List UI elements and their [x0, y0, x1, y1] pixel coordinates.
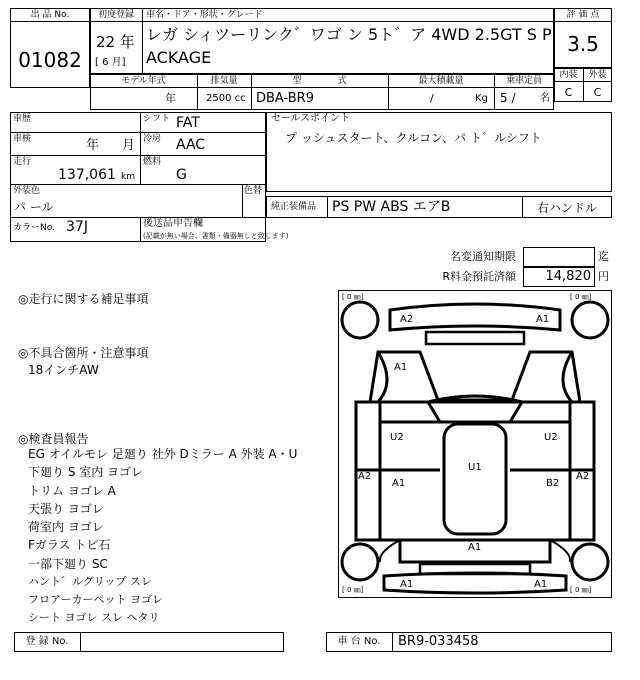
- color-label: 外装色: [13, 186, 41, 196]
- inspector-line-6: Fガラス トビ石: [28, 538, 111, 552]
- mileage-unit: km: [121, 172, 135, 182]
- inspector-line-8: ハント゛ルグリップ スレ: [28, 575, 152, 588]
- tire-rear-right-icon: [572, 544, 608, 580]
- interior-grade: C: [564, 86, 573, 99]
- transfer-deadline-unit: 迄: [598, 250, 609, 263]
- inspection-label: 車検: [13, 134, 32, 144]
- inspector-line-4: 天張り ヨゴレ: [28, 502, 104, 516]
- mark-trunk: A1: [468, 542, 482, 553]
- color-no-label: カラーNo.: [13, 223, 55, 233]
- docs-note: (記載が無い場合、書類・備器無しと致します): [143, 232, 289, 240]
- chassis-no-label: 車 台 No.: [337, 636, 381, 647]
- tire-front-right-icon: [572, 302, 608, 338]
- model-year-label: モデル年式: [121, 76, 166, 86]
- lot-number-label: 出 品 No.: [30, 10, 70, 20]
- driving-remarks-title: ◎走行に関する補足事項: [18, 292, 149, 306]
- car-damage-diagram: [338, 290, 612, 598]
- docs-label: 後送品申告欄: [143, 218, 203, 229]
- exterior-grade: C: [593, 86, 602, 99]
- inspector-report-title: ◎検査員報告: [18, 432, 89, 446]
- mark-quarter-right: B2: [546, 478, 560, 489]
- shift-value: FAT: [176, 115, 200, 131]
- transfer-deadline-label: 名変通知期限: [450, 250, 516, 263]
- mark-front-bumper-left: A2: [400, 314, 414, 325]
- lot-number: 01082: [18, 48, 82, 72]
- mark-quarter-left: A1: [392, 478, 406, 489]
- inspector-line-3: トリム ヨゴレ A: [28, 484, 116, 498]
- fuel-label: 燃料: [143, 157, 162, 167]
- front-bumper-outline: [390, 304, 560, 330]
- mileage-value: 137,061: [58, 167, 116, 183]
- mark-fender-right: A2: [576, 471, 590, 482]
- mark-front-bumper-right: A1: [536, 314, 550, 325]
- repaint-label: 色替: [244, 186, 263, 196]
- max-load-label: 最大積載量: [418, 76, 464, 86]
- inspection-year: 年: [86, 138, 100, 153]
- grade-label: 評 価 点: [566, 10, 600, 20]
- tire-front-right-label: [ 0 ㎜]: [570, 293, 592, 301]
- tire-rear-left-label: [ 0 ㎜]: [342, 586, 364, 594]
- defect-remarks-title: ◎不具合箇所・注意事項: [18, 346, 149, 360]
- car-name-line1: レガ シィツーリンク゛ワゴ ン 5ト゛ア 4WD 2.5GT S P: [146, 25, 552, 44]
- mark-hood: A1: [394, 362, 408, 373]
- type-value: DBA-BR9: [256, 91, 314, 106]
- registration-no-label: 登 録 No.: [25, 636, 69, 647]
- defect-line-1: 18インチAW: [28, 363, 99, 377]
- capacity-label: 乗車定員: [505, 76, 542, 86]
- mark-rear-bumper-left: A1: [400, 579, 414, 590]
- max-load-unit: Kg: [475, 93, 488, 104]
- steering-value: 右ハンドル: [536, 201, 597, 215]
- tire-front-left-icon: [342, 302, 378, 338]
- mileage-label: 走行: [13, 157, 32, 167]
- first-registration-label: 初度登録: [97, 10, 134, 20]
- sales-point-value: プ ッシュスタート、クルコン、パ ト゛ルシフト: [285, 131, 542, 145]
- inspector-line-10: シート ヨゴレ スレ ヘタリ: [28, 611, 160, 624]
- grade-value: 3.5: [567, 32, 599, 56]
- aircon-label: 冷房: [143, 134, 162, 144]
- sales-point-box: [266, 112, 612, 192]
- equipment-label: 純正装備品: [271, 202, 317, 212]
- inspection-month: 月: [122, 138, 136, 153]
- capacity-unit: 名: [540, 93, 550, 104]
- color-no-value: 37J: [66, 219, 88, 235]
- first-registration-month: [ 6 月]: [95, 57, 126, 68]
- sales-point-label: セールスポイント: [271, 113, 351, 124]
- aircon-value: AAC: [176, 137, 206, 153]
- capacity-value: 5 /: [500, 91, 516, 105]
- tire-rear-right-label: [ 0 ㎜]: [570, 586, 592, 594]
- displacement-value: 2500 cc: [206, 93, 246, 104]
- transfer-deadline-box: [523, 247, 595, 267]
- shift-label: シフト: [143, 114, 171, 124]
- max-load-value: /: [430, 92, 434, 105]
- color-value: パ ール: [14, 200, 54, 214]
- car-name-line2: ACKAGE: [146, 48, 212, 67]
- car-name-label: 車名・ドア・形状・グレード: [146, 10, 263, 20]
- inspector-line-7: 一部下廻り SC: [28, 557, 108, 571]
- equipment-value: PS PW ABS エアB: [332, 199, 451, 215]
- displacement-label: 排気量: [210, 76, 238, 86]
- mark-rear-bumper-right: A1: [534, 579, 548, 590]
- interior-label: 内装: [559, 70, 578, 80]
- tire-front-left-label: [ 0 ㎜]: [342, 293, 364, 301]
- chassis-no-value: BR9-033458: [398, 634, 479, 649]
- recycle-fee-value: 14,820: [545, 269, 591, 284]
- recycle-fee-unit: 円: [598, 270, 609, 283]
- mark-door-front-right: U2: [544, 432, 558, 443]
- model-year-value: 年: [165, 92, 176, 105]
- inspector-line-1: EG オイルモレ 足廻り 社外 Dミラー A 外装 A・U: [28, 447, 298, 461]
- tire-rear-left-icon: [342, 544, 378, 580]
- history-label: 車歴: [13, 114, 32, 124]
- inspector-line-9: フロアーカーペット ヨゴレ: [28, 593, 163, 606]
- mark-roof: U1: [468, 462, 482, 473]
- fuel-value: G: [176, 167, 187, 183]
- exterior-label: 外装: [588, 70, 607, 80]
- recycle-fee-label: R料金預託済額: [442, 270, 516, 283]
- roof-outline: [444, 424, 506, 534]
- mark-fender-left: A2: [358, 471, 372, 482]
- type-label: 型 式: [292, 76, 347, 86]
- inspector-line-2: 下廻り S 室内 ヨゴレ: [28, 465, 144, 479]
- first-registration-year: 22 年: [96, 33, 135, 51]
- inspector-line-5: 荷室内 ヨゴレ: [28, 520, 104, 534]
- mark-door-front-left: U2: [390, 432, 404, 443]
